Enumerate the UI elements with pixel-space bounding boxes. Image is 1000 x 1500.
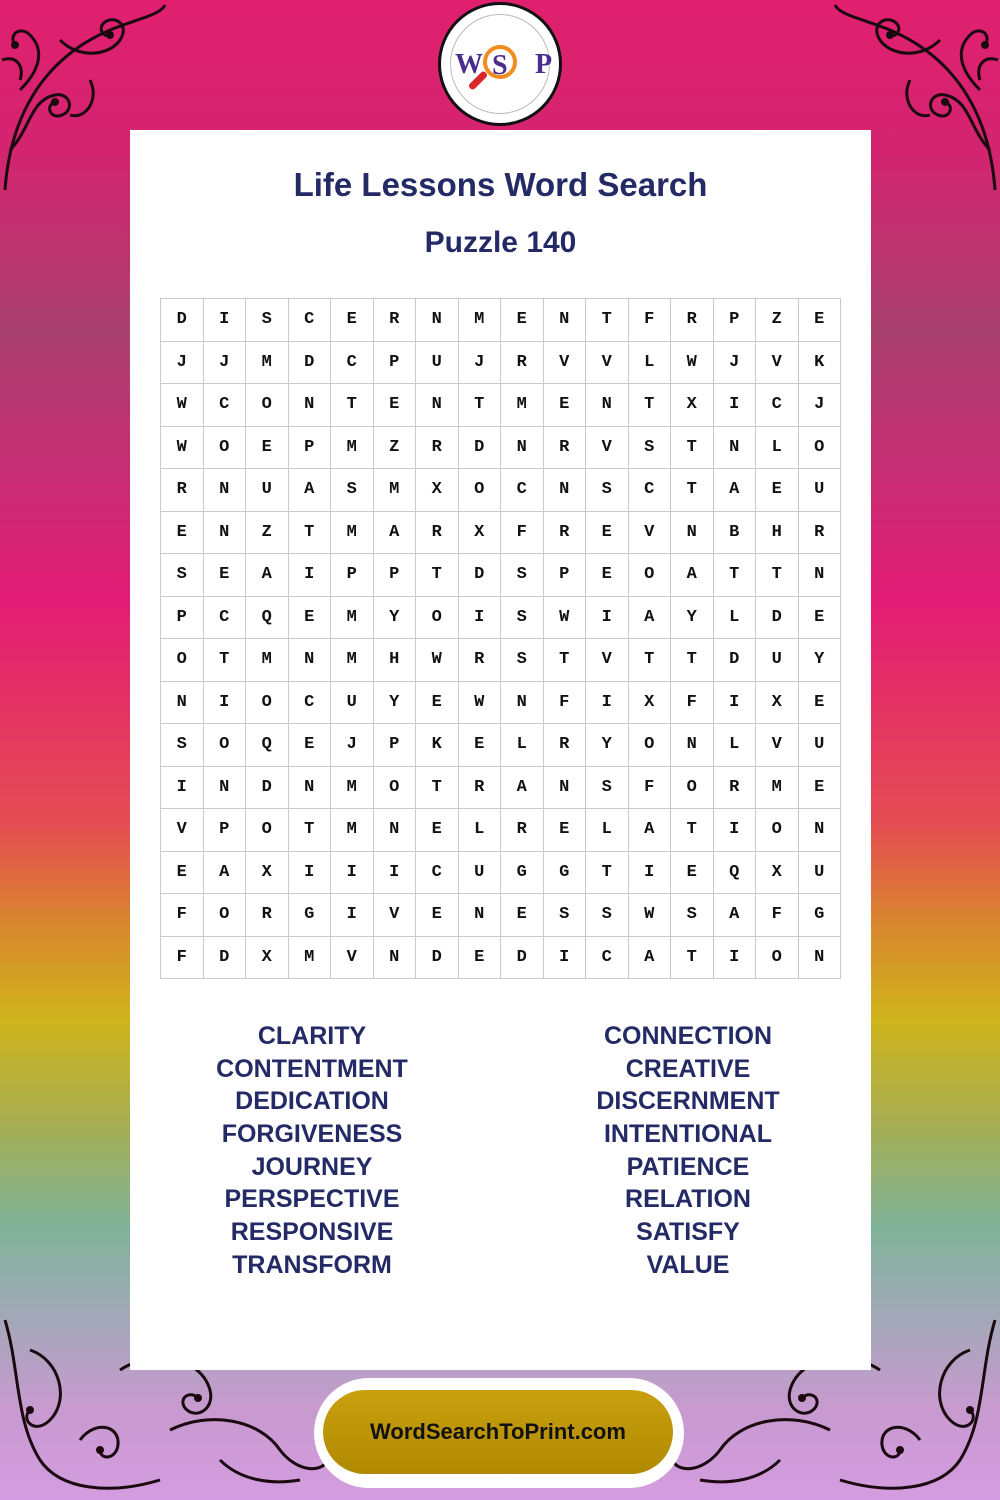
grid-cell[interactable]: I [714,937,757,980]
grid-cell[interactable]: F [756,894,799,937]
grid-cell[interactable]: U [331,682,374,725]
grid-cell[interactable]: F [544,682,587,725]
grid-cell[interactable]: J [204,342,247,385]
grid-cell[interactable]: C [289,682,332,725]
grid-cell[interactable]: E [586,512,629,555]
word-item: FORGIVENESS [221,1120,403,1149]
grid-cell[interactable]: I [289,554,332,597]
grid-cell[interactable]: O [246,682,289,725]
grid-cell[interactable]: I [544,937,587,980]
grid-cell[interactable]: X [246,852,289,895]
grid-cell[interactable]: P [714,299,757,342]
grid-cell[interactable]: E [799,597,842,640]
grid-cell[interactable]: U [799,724,842,767]
grid-cell[interactable]: R [714,767,757,810]
word-item: SATISFY [636,1218,740,1247]
grid-cell[interactable]: V [756,724,799,767]
grid-cell[interactable]: R [501,342,544,385]
grid-cell[interactable]: U [246,469,289,512]
grid-cell[interactable]: W [544,597,587,640]
grid-cell[interactable]: M [331,427,374,470]
grid-cell[interactable]: C [204,384,247,427]
grid-cell[interactable]: O [374,767,417,810]
grid-cell[interactable]: G [501,852,544,895]
grid-cell[interactable]: V [586,427,629,470]
grid-cell[interactable]: T [671,427,714,470]
grid-cell[interactable]: F [161,937,204,980]
grid-cell[interactable]: O [204,894,247,937]
grid-cell[interactable]: C [416,852,459,895]
grid-cell[interactable]: T [629,384,672,427]
grid-cell[interactable]: S [331,469,374,512]
grid-cell[interactable]: S [586,767,629,810]
grid-cell[interactable]: N [459,894,502,937]
grid-cell[interactable]: S [586,894,629,937]
grid-cell[interactable]: T [204,639,247,682]
grid-cell[interactable]: T [714,554,757,597]
grid-cell[interactable]: S [629,427,672,470]
grid-cell[interactable]: E [161,852,204,895]
grid-cell[interactable]: R [671,299,714,342]
grid-cell[interactable]: Y [374,682,417,725]
website-badge[interactable] [314,1378,684,1488]
grid-cell[interactable]: O [629,554,672,597]
grid-cell[interactable]: E [799,682,842,725]
grid-cell[interactable]: N [416,299,459,342]
letter-grid [160,298,841,979]
grid-cell[interactable]: E [501,894,544,937]
grid-cell[interactable]: J [714,342,757,385]
grid-cell[interactable]: E [289,597,332,640]
grid-cell[interactable]: U [416,342,459,385]
grid-cell[interactable]: N [289,639,332,682]
grid-cell[interactable]: Z [374,427,417,470]
word-list-left [162,1020,462,1282]
grid-cell[interactable]: U [799,469,842,512]
grid-cell[interactable]: N [544,299,587,342]
grid-cell[interactable]: I [714,384,757,427]
grid-cell[interactable]: M [756,767,799,810]
grid-cell[interactable]: M [459,299,502,342]
grid-cell[interactable]: P [374,554,417,597]
grid-cell[interactable]: O [161,639,204,682]
grid-cell[interactable]: V [374,894,417,937]
grid-cell[interactable]: N [416,384,459,427]
grid-cell[interactable]: T [289,512,332,555]
grid-cell[interactable]: X [246,937,289,980]
grid-cell[interactable]: T [586,299,629,342]
grid-cell[interactable]: Y [374,597,417,640]
grid-cell[interactable]: X [459,512,502,555]
grid-cell[interactable]: N [204,512,247,555]
logo-letter-p: P [535,49,553,80]
grid-cell[interactable]: N [544,767,587,810]
grid-cell[interactable]: M [331,512,374,555]
grid-cell[interactable]: E [544,384,587,427]
grid-cell[interactable]: O [246,809,289,852]
grid-cell[interactable]: N [204,469,247,512]
grid-cell[interactable]: Y [586,724,629,767]
grid-cell[interactable]: H [374,639,417,682]
grid-cell[interactable]: M [246,342,289,385]
grid-cell[interactable]: E [204,554,247,597]
grid-cell[interactable]: L [501,724,544,767]
grid-cell[interactable]: W [629,894,672,937]
grid-cell[interactable]: R [459,767,502,810]
grid-cell[interactable]: T [671,469,714,512]
grid-cell[interactable]: C [756,384,799,427]
grid-cell[interactable]: E [459,724,502,767]
grid-cell[interactable]: I [204,299,247,342]
grid-cell[interactable]: P [289,427,332,470]
grid-cell[interactable]: E [416,682,459,725]
grid-cell[interactable]: V [331,937,374,980]
puzzle-sheet [130,130,871,1370]
word-list-right [538,1020,838,1282]
grid-cell[interactable]: Q [714,852,757,895]
grid-cell[interactable]: N [501,427,544,470]
grid-cell[interactable]: O [204,724,247,767]
grid-cell[interactable]: C [331,342,374,385]
grid-cell[interactable]: U [799,852,842,895]
grid-cell[interactable]: E [374,384,417,427]
word-item: RESPONSIVE [230,1218,394,1247]
grid-cell[interactable]: J [459,342,502,385]
grid-cell[interactable]: D [289,342,332,385]
grid-cell[interactable]: P [374,724,417,767]
word-item: TRANSFORM [232,1250,392,1279]
grid-cell[interactable]: F [629,767,672,810]
grid-cell[interactable]: M [501,384,544,427]
grid-cell[interactable]: M [331,597,374,640]
grid-cell[interactable]: E [161,512,204,555]
logo-letter-s: S [492,50,508,81]
grid-cell[interactable]: M [246,639,289,682]
grid-cell[interactable]: N [289,767,332,810]
grid-cell[interactable]: G [544,852,587,895]
grid-cell[interactable]: I [629,852,672,895]
grid-cell[interactable]: D [501,937,544,980]
grid-cell[interactable]: O [416,597,459,640]
grid-cell[interactable]: S [586,469,629,512]
grid-cell[interactable]: E [799,767,842,810]
grid-cell[interactable]: R [246,894,289,937]
grid-cell[interactable]: V [586,342,629,385]
grid-cell[interactable]: T [459,384,502,427]
grid-cell[interactable]: P [374,342,417,385]
grid-cell[interactable]: E [459,937,502,980]
grid-cell[interactable]: B [714,512,757,555]
grid-cell[interactable]: N [289,384,332,427]
grid-cell[interactable]: Z [246,512,289,555]
grid-cell[interactable]: R [544,724,587,767]
grid-cell[interactable]: R [459,639,502,682]
word-item: DISCERNMENT [596,1087,780,1116]
grid-cell[interactable]: V [756,342,799,385]
grid-cell[interactable]: N [544,469,587,512]
grid-cell[interactable]: V [544,342,587,385]
grid-cell[interactable]: E [544,809,587,852]
grid-cell[interactable]: I [331,852,374,895]
grid-cell[interactable]: D [714,639,757,682]
logo-letter-w: W [455,49,483,80]
puzzle-title: Life Lessons Word Search [293,166,708,203]
grid-cell[interactable]: E [671,852,714,895]
grid-cell[interactable]: W [459,682,502,725]
grid-cell[interactable]: C [204,597,247,640]
grid-cell[interactable]: N [204,767,247,810]
word-item: PERSPECTIVE [224,1185,400,1214]
grid-cell[interactable]: F [161,894,204,937]
grid-cell[interactable]: I [586,682,629,725]
grid-cell[interactable]: G [799,894,842,937]
grid-cell[interactable]: K [799,342,842,385]
grid-cell[interactable]: N [714,427,757,470]
grid-cell[interactable]: E [416,809,459,852]
website-link[interactable]: WordSearchToPrint.com [370,1419,626,1444]
grid-cell[interactable]: E [331,299,374,342]
grid-cell[interactable]: T [289,809,332,852]
grid-cell[interactable]: L [586,809,629,852]
website-badge-inner [323,1390,673,1474]
grid-cell[interactable]: L [756,427,799,470]
word-item: CONTENTMENT [216,1054,408,1083]
grid-cell[interactable]: N [161,682,204,725]
grid-cell[interactable]: J [799,384,842,427]
grid-cell[interactable]: I [374,852,417,895]
grid-cell[interactable]: Q [246,597,289,640]
grid-cell[interactable]: S [246,299,289,342]
grid-cell[interactable]: Y [671,597,714,640]
grid-cell[interactable]: V [586,639,629,682]
grid-cell[interactable]: O [204,427,247,470]
grid-cell[interactable]: V [629,512,672,555]
grid-cell[interactable]: N [671,724,714,767]
grid-cell[interactable]: N [501,682,544,725]
grid-cell[interactable]: S [161,724,204,767]
grid-cell[interactable]: P [204,809,247,852]
grid-cell[interactable]: T [331,384,374,427]
word-item: VALUE [646,1250,730,1279]
grid-cell[interactable]: R [501,809,544,852]
grid-cell[interactable]: R [416,427,459,470]
grid-cell[interactable]: G [289,894,332,937]
grid-cell[interactable]: T [756,554,799,597]
grid-cell[interactable]: R [416,512,459,555]
grid-cell[interactable]: M [331,639,374,682]
grid-cell[interactable]: N [586,384,629,427]
grid-cell[interactable]: A [629,597,672,640]
word-item: INTENTIONAL [603,1120,773,1149]
grid-cell[interactable]: L [459,809,502,852]
grid-cell[interactable]: D [246,767,289,810]
grid-cell[interactable]: C [289,299,332,342]
word-item: JOURNEY [251,1152,373,1181]
grid-cell[interactable]: N [799,554,842,597]
grid-cell[interactable]: X [416,469,459,512]
grid-cell[interactable]: A [374,512,417,555]
grid-cell[interactable]: U [756,639,799,682]
grid-cell[interactable]: N [799,937,842,980]
grid-cell[interactable]: D [459,554,502,597]
grid-cell[interactable]: N [671,512,714,555]
grid-cell[interactable]: F [671,682,714,725]
grid-cell[interactable]: X [756,682,799,725]
grid-cell[interactable]: E [586,554,629,597]
grid-cell[interactable]: T [544,639,587,682]
word-item: CLARITY [257,1022,367,1050]
grid-cell[interactable]: O [799,427,842,470]
grid-cell[interactable]: R [544,512,587,555]
grid-cell[interactable]: N [374,809,417,852]
grid-cell[interactable]: K [416,724,459,767]
grid-cell[interactable]: D [459,427,502,470]
grid-cell[interactable]: A [629,937,672,980]
grid-cell[interactable]: O [756,937,799,980]
grid-cell[interactable]: L [629,342,672,385]
grid-cell[interactable]: D [204,937,247,980]
grid-cell[interactable]: A [501,767,544,810]
grid-cell[interactable]: I [289,852,332,895]
grid-cell[interactable]: I [586,597,629,640]
grid-cell[interactable]: S [501,639,544,682]
word-item: DEDICATION [235,1087,389,1116]
grid-cell[interactable]: T [416,767,459,810]
grid-cell[interactable]: A [629,809,672,852]
grid-cell[interactable]: J [331,724,374,767]
grid-cell[interactable]: D [416,937,459,980]
grid-cell[interactable]: E [799,299,842,342]
grid-cell[interactable]: A [714,469,757,512]
grid-cell[interactable]: S [544,894,587,937]
grid-cell[interactable]: I [714,682,757,725]
grid-cell[interactable]: T [671,809,714,852]
puzzle-number: Puzzle 140 [424,226,577,259]
word-item: CONNECTION [603,1022,773,1050]
grid-cell[interactable]: Z [756,299,799,342]
grid-cell[interactable]: M [374,469,417,512]
grid-cell[interactable]: S [671,894,714,937]
grid-cell[interactable]: E [289,724,332,767]
grid-cell[interactable]: Q [246,724,289,767]
grid-cell[interactable]: R [544,427,587,470]
grid-cell[interactable]: M [331,809,374,852]
grid-cell[interactable]: D [161,299,204,342]
grid-cell[interactable]: L [714,724,757,767]
grid-cell[interactable]: P [331,554,374,597]
grid-cell[interactable]: A [289,469,332,512]
grid-cell[interactable]: X [671,384,714,427]
grid-cell[interactable]: D [756,597,799,640]
grid-cell[interactable]: N [799,809,842,852]
grid-cell[interactable]: X [629,682,672,725]
grid-cell[interactable]: E [501,299,544,342]
wsp-logo[interactable] [438,2,562,126]
grid-cell[interactable]: S [501,554,544,597]
grid-cell[interactable]: O [671,767,714,810]
grid-cell[interactable]: I [161,767,204,810]
grid-cell[interactable]: T [416,554,459,597]
grid-cell[interactable]: E [416,894,459,937]
grid-cell[interactable]: A [246,554,289,597]
grid-cell[interactable]: R [374,299,417,342]
grid-cell[interactable]: I [331,894,374,937]
grid-cell[interactable]: R [799,512,842,555]
grid-cell[interactable]: A [671,554,714,597]
grid-cell[interactable]: T [671,937,714,980]
grid-cell[interactable]: E [756,469,799,512]
grid-cell[interactable]: C [586,937,629,980]
grid-cell[interactable]: A [714,894,757,937]
grid-cell[interactable]: J [161,342,204,385]
grid-cell[interactable]: Y [799,639,842,682]
grid-cell[interactable]: A [204,852,247,895]
grid-cell[interactable]: I [459,597,502,640]
grid-cell[interactable]: T [671,639,714,682]
grid-cell[interactable]: H [756,512,799,555]
grid-cell[interactable]: V [161,809,204,852]
word-item: PATIENCE [626,1152,750,1181]
grid-cell[interactable]: X [756,852,799,895]
grid-cell[interactable]: R [161,469,204,512]
grid-cell[interactable]: I [714,809,757,852]
grid-cell[interactable]: O [246,384,289,427]
grid-cell[interactable]: O [459,469,502,512]
grid-cell[interactable]: C [501,469,544,512]
grid-cell[interactable]: T [586,852,629,895]
word-item: CREATIVE [625,1054,751,1083]
grid-cell[interactable]: O [756,809,799,852]
grid-cell[interactable]: S [501,597,544,640]
grid-cell[interactable]: L [714,597,757,640]
grid-cell[interactable]: U [459,852,502,895]
grid-cell[interactable]: F [501,512,544,555]
grid-cell[interactable]: W [161,384,204,427]
grid-cell[interactable]: O [629,724,672,767]
grid-cell[interactable]: S [161,554,204,597]
grid-cell[interactable]: T [629,639,672,682]
grid-cell[interactable]: I [204,682,247,725]
word-item: RELATION [625,1185,751,1214]
grid-cell[interactable]: P [544,554,587,597]
grid-cell[interactable]: E [246,427,289,470]
grid-cell[interactable]: M [289,937,332,980]
grid-cell[interactable]: N [374,937,417,980]
grid-cell[interactable]: W [416,639,459,682]
grid-cell[interactable]: F [629,299,672,342]
grid-cell[interactable]: W [671,342,714,385]
grid-cell[interactable]: P [161,597,204,640]
grid-cell[interactable]: M [331,767,374,810]
grid-cell[interactable]: W [161,427,204,470]
grid-cell[interactable]: C [629,469,672,512]
